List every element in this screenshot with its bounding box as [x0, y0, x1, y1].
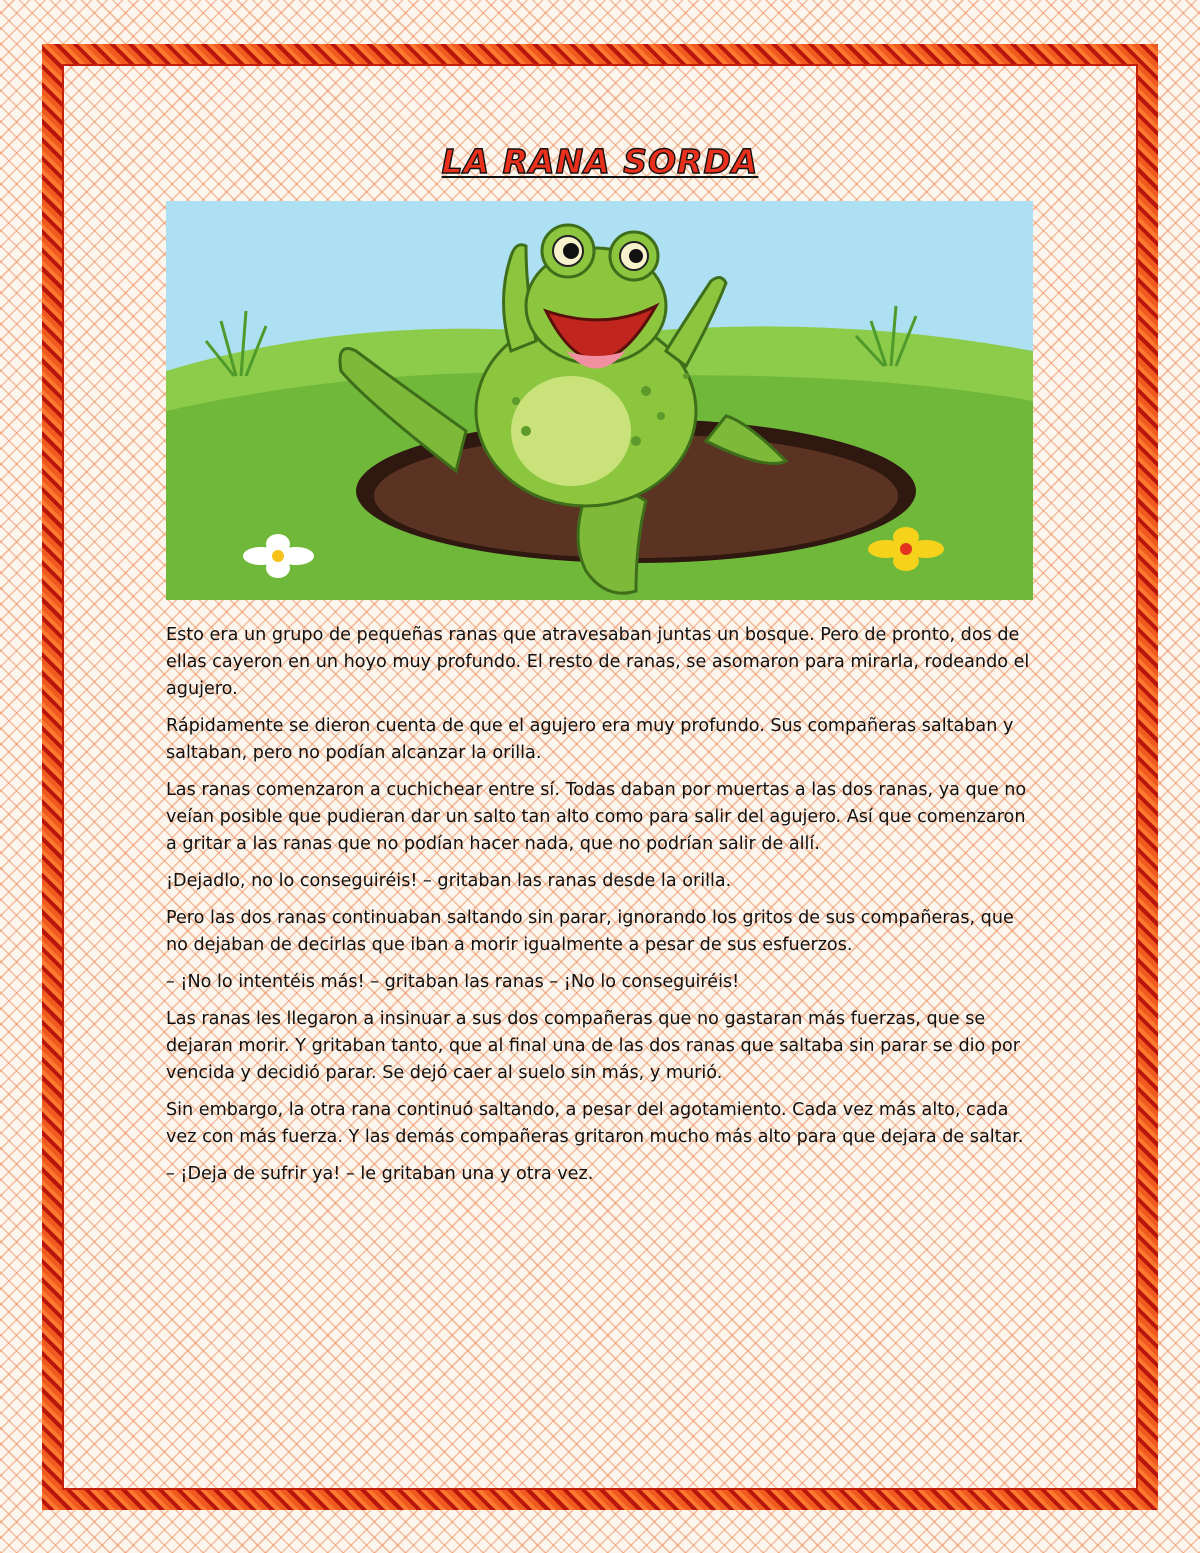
frog-illustration	[166, 201, 1033, 600]
paragraph: Pero las dos ranas continuaban saltando sin parar, ignorando los gritos de sus compañeras, que no dejaban de decirlas que iban a morir igualmente a pesar de sus esfuerzos.	[166, 908, 1014, 955]
frog-jumping-icon	[166, 201, 1033, 600]
paragraph: Sin embargo, la otra rana continuó saltando, a pesar del agotamiento. Cada vez más alto, cada vez con más fuerza. Y las demás compañeras gritaron mucho más alto para que dejara de saltar.	[166, 1100, 1024, 1147]
page-title: LA RANA SORDA	[441, 142, 759, 181]
story-text	[166, 622, 1036, 1198]
paragraph: ¡Dejadlo, no lo conseguiréis! – gritaban las ranas desde la orilla.	[166, 871, 732, 891]
frog-right-pupil	[629, 249, 643, 263]
paragraph: Las ranas comenzaron a cuchichear entre sí. Todas daban por muertas a las dos ranas, ya que no veían posible que pudieran dar un salto tan alto como para salir del agujero. Así que comenzaron a gritar a las ranas que no podían hacer nada, que no podrían salir de allí.	[166, 780, 1027, 854]
paragraph: Esto era un grupo de pequeñas ranas que atravesaban juntas un bosque. Pero de pronto, dos de ellas cayeron en un hoyo muy profundo. El resto de ranas, se asomaron para mirarla, rodeando el agujero.	[166, 625, 1030, 699]
paragraph: Rápidamente se dieron cuenta de que el agujero era muy profundo. Sus compañeras saltaban y saltaban, pero no podían alcanzar la orilla.	[166, 716, 1014, 763]
paragraph: – ¡No lo intentéis más! – gritaban las ranas – ¡No lo conseguiréis!	[166, 972, 740, 992]
paragraph: Las ranas les llegaron a insinuar a sus dos compañeras que no gastaran más fuerzas, que se dejaran morir. Y gritaban tanto, que al final una de las dos ranas que saltaba sin parar se dio por vencida y decidió parar. Se dejó caer al suelo sin más, y murió.	[166, 1009, 1021, 1083]
paragraph: – ¡Deja de sufrir ya! – le gritaban una y otra vez.	[166, 1164, 594, 1184]
frog-left-pupil	[563, 243, 579, 259]
